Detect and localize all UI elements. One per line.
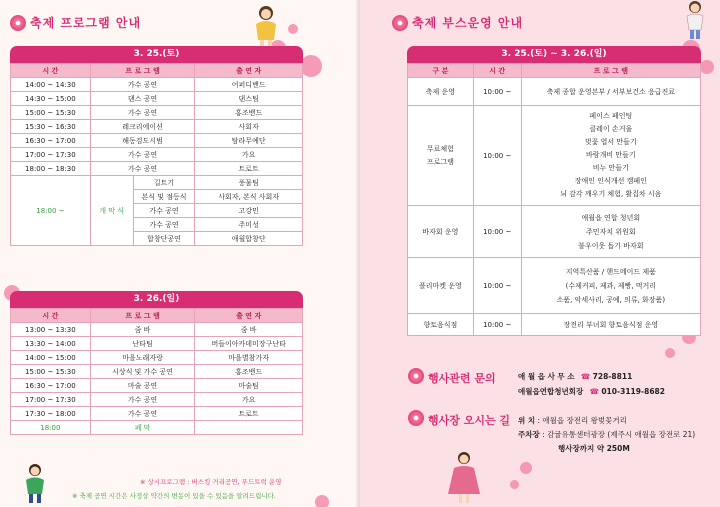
opening-label-cell: 개 막 식 — [90, 176, 133, 246]
program-cell: 댄스 공연 — [90, 92, 195, 106]
petal-decoration — [510, 480, 519, 489]
hiker-illustration-icon — [678, 0, 712, 40]
table-row — [11, 162, 303, 176]
program-line: 클레이 손거울 — [589, 125, 633, 133]
category-cell: 축제 운영 — [408, 78, 474, 106]
header-performer: 출 연 자 — [195, 64, 303, 78]
program-line: 뇌 감각 깨우기 체험, 활집차 시음 — [560, 190, 662, 198]
program-line: 바람개비 만들기 — [586, 151, 636, 159]
program-line: 장전리 부녀회 향토음식점 운영 — [563, 320, 659, 329]
phone-icon: ☎ — [589, 387, 599, 396]
performer-cell: 가요 — [195, 148, 303, 162]
performer-cell: 트로트 — [195, 162, 303, 176]
performer-cell: 댄스팀 — [195, 92, 303, 106]
directions-label: 행사장 오시는 길 — [428, 414, 511, 427]
program-cell: 줌 바 — [90, 323, 195, 337]
header-program: 프 로 그 램 — [521, 64, 700, 78]
program-cell: 마술 공연 — [90, 379, 195, 393]
category-cell: 향토음식점 — [408, 314, 474, 336]
time-cell: 10:00 ~ — [473, 314, 521, 336]
time-cell: 13:30 ~ 14:00 — [11, 337, 91, 351]
program-cell: 레크리에이션 — [90, 120, 195, 134]
table-row — [11, 379, 303, 393]
directions-distance: 행사장까지 약 250M — [558, 444, 630, 453]
category-cell: 무료체험 프로그램 — [408, 106, 474, 206]
time-cell: 10:00 ~ — [473, 78, 521, 106]
table-row — [11, 337, 303, 351]
header-time: 시 간 — [11, 309, 91, 323]
inquiry-label: 행사관련 문의 — [428, 372, 496, 385]
program-line: 소품, 악세사리, 공예, 의류, 화장품) — [556, 295, 666, 304]
table-row — [408, 106, 701, 206]
inquiry-office-phone: 728-8811 — [592, 372, 633, 381]
flower-icon — [408, 410, 424, 426]
location-value: 애월읍 장전리 왕벚꽃거리 — [542, 416, 627, 425]
program-cell: 난타팀 — [90, 337, 195, 351]
performer-cell: 마술팀 — [195, 379, 303, 393]
table-row — [11, 78, 303, 92]
program-cell: 가수 공연 — [90, 106, 195, 120]
table-row — [11, 134, 303, 148]
program-cell: 가수 공연 — [133, 218, 195, 232]
time-cell: 14:30 ~ 15:00 — [11, 92, 91, 106]
program-cell: 합창단공연 — [133, 232, 195, 246]
table-row — [408, 78, 701, 106]
program-cell: 마을노래자랑 — [90, 351, 195, 365]
performer-cell: 가요 — [195, 393, 303, 407]
table-row — [11, 148, 303, 162]
header-time: 시 간 — [11, 64, 91, 78]
location-key: 위 치 — [518, 416, 536, 425]
day2-schedule-table — [10, 308, 303, 435]
header-performer: 출 연 자 — [195, 309, 303, 323]
performer-cell: 마을별참가자 — [195, 351, 303, 365]
boy-illustration-icon — [18, 462, 52, 504]
program-cell — [521, 314, 700, 336]
time-cell: 10:00 ~ — [473, 206, 521, 258]
program-cell — [521, 106, 700, 206]
closing-label-cell: 폐 막 — [90, 421, 195, 435]
program-cell: 가수 공연 — [90, 407, 195, 421]
parking-value: 감귤유통센터광장 (제주시 애월읍 장전로 21) — [547, 430, 696, 439]
parking-key: 주차장 — [518, 430, 540, 439]
dancing-girl-illustration-icon — [444, 450, 484, 504]
table-row — [11, 365, 303, 379]
petal-decoration — [665, 348, 675, 358]
time-cell: 15:00 ~ 15:30 — [11, 365, 91, 379]
table-row — [11, 323, 303, 337]
performer-cell: 홍조밴드 — [195, 106, 303, 120]
time-cell: 16:30 ~ 17:00 — [11, 134, 91, 148]
program-cell: 가수 공연 — [133, 204, 195, 218]
program-line: 지역특산품 / 핸드메이드 제품 — [565, 267, 656, 276]
table-row — [408, 314, 701, 336]
performer-cell: 풍물팀 — [195, 176, 303, 190]
petal-decoration — [288, 24, 298, 34]
time-cell: 14:00 ~ 15:00 — [11, 351, 91, 365]
inquiry-youth-name: 애월읍연합청년회장 — [518, 387, 584, 396]
performer-cell: 사회자 — [195, 120, 303, 134]
inquiry-line-1 — [518, 371, 632, 382]
flower-icon — [408, 368, 424, 384]
time-cell: 17:00 ~ 17:30 — [11, 393, 91, 407]
performer-cell: 애월합창단 — [195, 232, 303, 246]
program-cell: 가수 공연 — [90, 78, 195, 92]
program-cell — [521, 258, 700, 314]
empty-cell — [195, 421, 303, 435]
petal-decoration — [520, 462, 532, 474]
header-time: 시 간 — [473, 64, 521, 78]
performer-cell: 어퍼디밴드 — [195, 78, 303, 92]
program-line: 페이스 페인팅 — [589, 112, 633, 120]
flower-icon — [10, 15, 26, 31]
petal-decoration — [300, 55, 322, 77]
program-cell: 시상식 및 가수 공연 — [90, 365, 195, 379]
day1-schedule-table — [10, 63, 303, 246]
program-cell: 해동검도시범 — [90, 134, 195, 148]
performer-cell: 주미성 — [195, 218, 303, 232]
opening-time-cell: 18:00 ~ — [11, 176, 91, 246]
program-cell: 가수 공연 — [90, 162, 195, 176]
inquiry-office-name: 애 월 읍 사 무 소 — [518, 372, 575, 381]
table-row — [11, 421, 303, 435]
category-cell: 플리마켓 운영 — [408, 258, 474, 314]
time-cell: 14:00 ~ 14:30 — [11, 78, 91, 92]
time-cell: 17:00 ~ 17:30 — [11, 148, 91, 162]
program-line: 축제 종합 운영본부 / 서부보건소 응급진료 — [546, 87, 676, 96]
table-row — [11, 393, 303, 407]
program-line: 애월읍 연합 청년회 — [581, 213, 641, 222]
schedule-change-note: ※ 축제 공연 시간은 사정상 약간의 변동이 있을 수 있음을 알려드립니다. — [72, 492, 276, 500]
time-cell: 15:00 ~ 15:30 — [11, 106, 91, 120]
program-cell — [521, 78, 700, 106]
program-cell: 가수 공연 — [90, 393, 195, 407]
performer-cell: 홍조밴드 — [195, 365, 303, 379]
booth-table — [407, 63, 701, 336]
program-line: 불우이웃 돕기 바자회 — [578, 241, 644, 250]
program-section-title — [10, 14, 141, 31]
time-cell: 13:00 ~ 13:30 — [11, 323, 91, 337]
table-row — [11, 407, 303, 421]
header-category: 구 분 — [408, 64, 474, 78]
performer-cell: 버들이아카데미장구난타 — [195, 337, 303, 351]
table-row — [11, 351, 303, 365]
program-line: 주민자치 위원회 — [586, 227, 636, 236]
time-cell: 10:00 ~ — [473, 106, 521, 206]
category-cell: 바자회 운영 — [408, 206, 474, 258]
day2-date-bar: 3. 26.(일) — [10, 291, 303, 308]
program-cell: 길트기 — [133, 176, 195, 190]
regular-program-note: ※ 상시프로그램 : 버스킹 거리공연, 푸드트럭 운영 — [140, 478, 282, 486]
time-cell: 16:30 ~ 17:00 — [11, 379, 91, 393]
directions-location: 위 치 : 애월읍 장전리 왕벚꽃거리 — [518, 416, 627, 425]
closing-time-cell: 18:00 — [11, 421, 91, 435]
table-row — [408, 206, 701, 258]
program-line: 장애인 인식개선 캠페인 — [574, 177, 647, 185]
phone-icon: ☎ — [580, 372, 591, 381]
time-cell: 10:00 ~ — [473, 258, 521, 314]
day1-date-bar: 3. 25.(토) — [10, 46, 303, 63]
time-cell: 15:30 ~ 16:30 — [11, 120, 91, 134]
program-line: (수제커피, 제과, 제빵, 먹거리 — [565, 281, 657, 290]
time-cell: 17:30 ~ 18:00 — [11, 407, 91, 421]
program-title-text: 축제 프로그램 안내 — [30, 16, 142, 30]
flower-icon — [392, 15, 408, 31]
inquiry-line-2 — [518, 386, 665, 397]
performer-cell: 줌 바 — [195, 323, 303, 337]
header-program: 프 로 그 램 — [90, 309, 195, 323]
performer-cell: 사회자, 본식 사회자 — [195, 190, 303, 204]
performer-cell: 탐라무예단 — [195, 134, 303, 148]
right-panel — [360, 0, 720, 507]
performer-cell: 고강민 — [195, 204, 303, 218]
booth-title-text: 축제 부스운영 안내 — [412, 16, 524, 30]
table-row — [11, 106, 303, 120]
table-row — [11, 176, 303, 190]
petal-decoration — [700, 60, 714, 74]
directions-parking: 주차장 : 감귤유통센터광장 (제주시 애월읍 장전로 21) — [518, 430, 696, 439]
booth-date-bar: 3. 25.(토) ~ 3. 26.(일) — [407, 46, 701, 63]
header-program: 프 로 그 램 — [90, 64, 195, 78]
program-line: 벚꽃 엽서 만들기 — [584, 138, 637, 146]
table-row — [11, 92, 303, 106]
petal-decoration — [315, 495, 329, 507]
table-row — [11, 120, 303, 134]
performer-cell: 트로트 — [195, 407, 303, 421]
program-line: 비누 만들기 — [592, 164, 629, 172]
program-cell: 본식 및 점등식 — [133, 190, 195, 204]
table-row — [408, 258, 701, 314]
inquiry-youth-phone: 010-3119-8682 — [601, 387, 665, 396]
program-cell — [521, 206, 700, 258]
girl-illustration-icon — [248, 4, 284, 50]
time-cell: 18:00 ~ 18:30 — [11, 162, 91, 176]
program-cell: 가수 공연 — [90, 148, 195, 162]
booth-section-title — [392, 14, 523, 31]
